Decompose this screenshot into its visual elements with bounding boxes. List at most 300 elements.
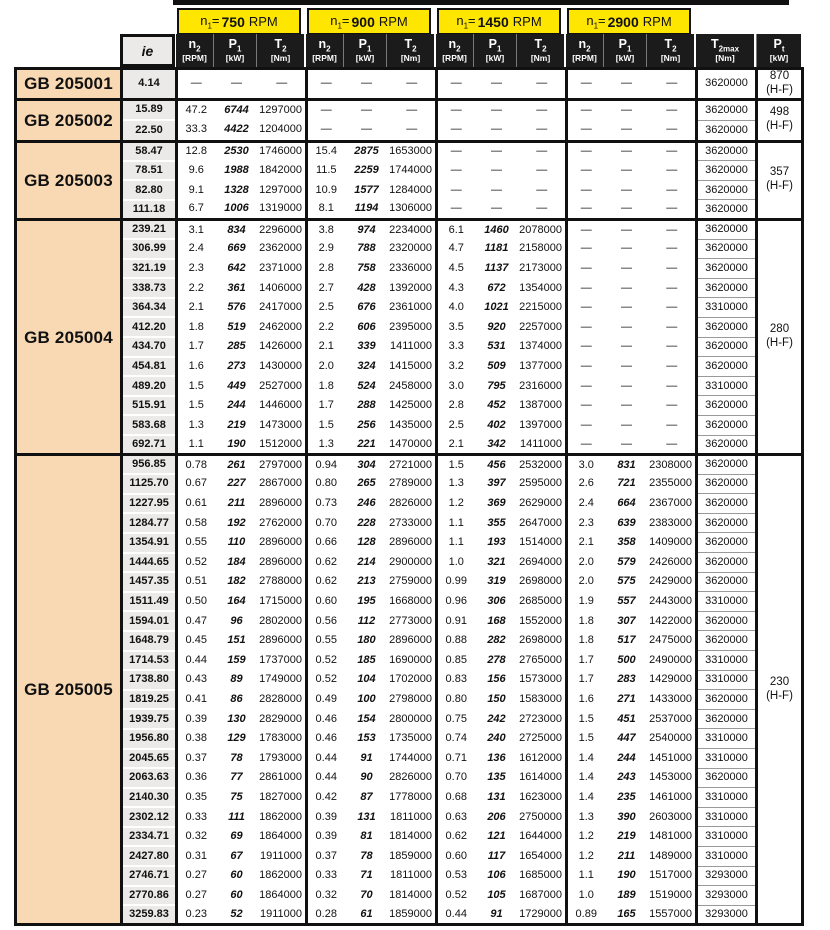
p1-value: 110 — [227, 536, 246, 549]
p1-value: 428 — [357, 281, 376, 294]
n2-value: 2.5 — [448, 418, 464, 431]
ie-value: 3259.83 — [122, 905, 177, 925]
t2max-value: 3620000 — [697, 180, 757, 200]
pt-rating-line: (H-F) — [766, 180, 793, 193]
n2-value: 3.0 — [567, 455, 605, 475]
p1-value: — — [231, 77, 242, 90]
p1-value: 184 — [227, 555, 246, 568]
ie-value: 956.85 — [122, 455, 177, 475]
pt-rating-line: (H-F) — [766, 120, 793, 133]
p1-value: 112 — [357, 614, 376, 627]
pt-rating-line: 280 — [769, 323, 790, 336]
t2-value: — — [519, 120, 567, 141]
t2max-value: 3620000 — [697, 259, 757, 279]
t2-value: 1702000 — [389, 670, 437, 690]
p1-value: 89 — [230, 673, 243, 686]
t2-value: 1746000 — [259, 141, 307, 161]
n2-value: 0.85 — [445, 653, 467, 666]
t2-value: 1409000 — [649, 533, 697, 553]
t2-value: 2798000 — [389, 690, 437, 710]
t2-value: 2759000 — [389, 572, 437, 592]
t2-value: 1297000 — [259, 180, 307, 200]
n2-value: 0.55 — [185, 536, 207, 549]
t2-value: 1749000 — [259, 670, 307, 690]
t2-value: 1715000 — [259, 592, 307, 612]
p1-value: 86 — [230, 693, 243, 706]
t2-value: — — [649, 278, 697, 298]
t2-value: 2828000 — [259, 690, 307, 710]
t2-value: 2896000 — [259, 553, 307, 573]
p1-value: 71 — [360, 869, 373, 882]
t2-value: 1687000 — [519, 886, 567, 906]
p1-value: 128 — [357, 536, 376, 549]
p1-value: 91 — [360, 751, 373, 764]
p1-value: 104 — [357, 673, 376, 686]
n2-value: — — [580, 301, 592, 314]
p1-value: 75 — [230, 790, 243, 803]
t2-value: — — [649, 298, 697, 318]
n2-value: 0.74 — [445, 732, 467, 745]
t2max-value: 3620000 — [697, 572, 757, 592]
t2-value: — — [649, 435, 697, 455]
p1-value: 788 — [357, 242, 376, 255]
ie-value: 1444.65 — [122, 553, 177, 573]
t2max-value: 3620000 — [697, 494, 757, 514]
t2-value: — — [519, 69, 567, 100]
p1-value: 278 — [487, 653, 506, 666]
sub-header-group-750 — [176, 34, 304, 67]
n2-value: — — [567, 219, 605, 239]
p1-value: — — [621, 418, 632, 431]
p1-value: 557 — [617, 595, 636, 608]
t2-value: 1862000 — [259, 807, 307, 827]
t2max-value: 3620000 — [697, 768, 757, 788]
n2-value: 0.71 — [445, 751, 467, 764]
p1-value: 397 — [487, 477, 506, 490]
n2-value: 6.1 — [437, 219, 475, 239]
t2-value: 2367000 — [649, 494, 697, 514]
ie-value: 22.50 — [122, 120, 177, 141]
t2-value: 2540000 — [649, 729, 697, 749]
n2-value: 0.62 — [315, 555, 337, 568]
top-border-bar — [173, 0, 789, 5]
t2-value: 2527000 — [259, 376, 307, 396]
t2-value: 1415000 — [389, 357, 437, 377]
n2-value: — — [307, 99, 345, 120]
t2-value: 2685000 — [519, 592, 567, 612]
p1-value: 4422 — [224, 123, 249, 136]
p1-value: 1006 — [224, 202, 249, 215]
t2-value: 1451000 — [649, 749, 697, 769]
p1-header: $P_1$ [kW] — [473, 34, 516, 67]
n2-value: — — [580, 340, 592, 353]
p1-value: 265 — [357, 477, 376, 490]
n2-value: 1.3 — [188, 418, 204, 431]
n2-value: 2.0 — [578, 575, 594, 588]
table-row — [16, 357, 803, 377]
table-row — [16, 846, 803, 866]
t2-value: 2532000 — [519, 455, 567, 475]
p1-value: 321 — [487, 555, 506, 568]
t2-value: — — [649, 376, 697, 396]
p1-value: 456 — [475, 455, 519, 475]
pt-rating — [757, 455, 803, 925]
t2-value: 1406000 — [259, 278, 307, 298]
p1-value: — — [621, 163, 632, 176]
n2-header: $n_2$ [RPM] — [436, 34, 473, 67]
n2-value: — — [450, 163, 462, 176]
ie-value: 2140.30 — [122, 788, 177, 808]
pt-column-header: $P_t$ [kW] — [756, 34, 801, 67]
p1-value: 106 — [487, 869, 506, 882]
n2-value: — — [450, 202, 462, 215]
p1-value: — — [491, 202, 502, 215]
n2-value: 0.41 — [185, 693, 207, 706]
n2-value: — — [320, 123, 332, 136]
n2-value: 4.3 — [448, 281, 464, 294]
t2-value: 1430000 — [259, 357, 307, 377]
t2-value: — — [649, 317, 697, 337]
n2-value: 1.8 — [188, 320, 204, 333]
n2-value: — — [580, 399, 592, 412]
t2-value: 1435000 — [389, 415, 437, 435]
t2-value: 2443000 — [649, 592, 697, 612]
t2-value: 1811000 — [389, 807, 437, 827]
pt-rating — [757, 219, 803, 454]
p1-value: 669 — [227, 242, 246, 255]
table-row — [16, 494, 803, 514]
n2-value: 0.60 — [315, 595, 337, 608]
n2-value: 1.7 — [578, 653, 594, 666]
t2-value: 2296000 — [259, 219, 307, 239]
group-label: GB 205001 — [16, 69, 122, 100]
n2-value: 0.39 — [185, 712, 207, 725]
t2-value: 1744000 — [389, 749, 437, 769]
n2-value: 2.8 — [318, 261, 334, 274]
table-row — [16, 592, 803, 612]
n2-value: 0.44 — [315, 771, 337, 784]
p1-value: 168 — [487, 614, 506, 627]
p1-value: 246 — [357, 497, 376, 510]
p1-value: 2875 — [345, 141, 389, 161]
p1-value: 339 — [357, 340, 376, 353]
t2-value: — — [649, 239, 697, 259]
p1-value: 121 — [487, 830, 506, 843]
t2-value: 2234000 — [389, 219, 437, 239]
ie-value: 1227.95 — [122, 494, 177, 514]
t2-header: $T_2$ [Nm] — [386, 34, 434, 67]
t2-value: 2896000 — [389, 533, 437, 553]
t2-value: 1612000 — [519, 749, 567, 769]
t2max-value: 3620000 — [697, 415, 757, 435]
p1-value: — — [621, 123, 632, 136]
t2-value: — — [649, 141, 697, 161]
n2-value: 2.5 — [318, 301, 334, 314]
t2-value: 2475000 — [649, 631, 697, 651]
t2-value: 1911000 — [259, 905, 307, 925]
ie-value: 489.20 — [122, 376, 177, 396]
p1-value: 451 — [617, 712, 636, 725]
n2-value: 2.9 — [318, 242, 334, 255]
p1-value: — — [621, 320, 632, 333]
t2-value: 2316000 — [519, 376, 567, 396]
p1-value: — — [621, 242, 632, 255]
t2-value: 2417000 — [259, 298, 307, 318]
n2-value: 0.80 — [315, 477, 337, 490]
t2-value: — — [649, 396, 697, 416]
n2-value: 0.89 — [575, 907, 597, 920]
t2-value: 2788000 — [259, 572, 307, 592]
n2-value: 0.32 — [185, 830, 207, 843]
t2-value: 2900000 — [389, 553, 437, 573]
spec-table-body — [16, 69, 803, 925]
n2-value: — — [190, 77, 202, 90]
ie-value: 1457.35 — [122, 572, 177, 592]
p1-value: 78 — [360, 849, 373, 862]
t2-value: 2383000 — [649, 513, 697, 533]
t2-value: 1481000 — [649, 827, 697, 847]
n2-value: 0.80 — [445, 693, 467, 706]
p1-value: 273 — [227, 359, 246, 372]
p1-value: 60 — [230, 888, 243, 901]
n2-value: — — [580, 163, 592, 176]
n2-value: 1.1 — [448, 536, 464, 549]
t2-value: 1552000 — [519, 611, 567, 631]
t2-value: 2829000 — [259, 709, 307, 729]
t2max-value: 3620000 — [697, 611, 757, 631]
n2-value: 0.42 — [315, 790, 337, 803]
t2max-value: 3310000 — [697, 376, 757, 396]
t2max-value: 3620000 — [697, 120, 757, 141]
t2-value: 2537000 — [649, 709, 697, 729]
p1-value: 1181 — [484, 242, 509, 255]
table-row — [16, 807, 803, 827]
table-row — [16, 219, 803, 239]
n2-value: 0.56 — [315, 614, 337, 627]
t2-value: 1690000 — [389, 651, 437, 671]
t2-value: — — [649, 180, 697, 200]
n2-value: 0.43 — [185, 673, 207, 686]
ie-value: 1738.80 — [122, 670, 177, 690]
ie-value: 306.99 — [122, 239, 177, 259]
n2-value: 1.8 — [578, 614, 594, 627]
t2-value: 1297000 — [259, 99, 307, 120]
t2-value: 2896000 — [259, 631, 307, 651]
t2-value: 1489000 — [649, 846, 697, 866]
p1-value: 182 — [227, 575, 246, 588]
n2-value: 0.88 — [445, 634, 467, 647]
p1-value: — — [621, 301, 632, 314]
t2-value: 2426000 — [649, 553, 697, 573]
t2-value: 1862000 — [259, 866, 307, 886]
ie-value: 1956.80 — [122, 729, 177, 749]
p1-value: 361 — [227, 281, 246, 294]
t2-value: 2490000 — [649, 651, 697, 671]
t2max-value: 3620000 — [697, 533, 757, 553]
n2-value: 9.6 — [188, 163, 204, 176]
t2-value: 1461000 — [649, 788, 697, 808]
t2max-value: 3620000 — [697, 396, 757, 416]
pt-rating-line: 498 — [769, 106, 790, 119]
p1-value: 87 — [360, 790, 373, 803]
p1-value: 639 — [617, 516, 636, 529]
t2-header: $T_2$ [Nm] — [646, 34, 694, 67]
n2-value: 4.7 — [448, 242, 464, 255]
n2-value: 0.37 — [185, 751, 207, 764]
p1-value: 256 — [357, 418, 376, 431]
n2-value: 1.6 — [578, 693, 594, 706]
ie-value: 2045.65 — [122, 749, 177, 769]
p1-value: 402 — [487, 418, 506, 431]
p1-value: 190 — [617, 869, 636, 882]
t2-value: 2896000 — [259, 494, 307, 514]
p1-value: 67 — [230, 849, 243, 862]
t2-value: 1453000 — [649, 768, 697, 788]
n2-value: 1.8 — [578, 634, 594, 647]
t2-value: 1319000 — [259, 200, 307, 220]
n2-value: 1.5 — [188, 399, 204, 412]
t2max-value: 3620000 — [697, 141, 757, 161]
p1-value: 1460 — [475, 219, 519, 239]
n2-value: — — [580, 320, 592, 333]
pt-rating-line: (H-F) — [766, 337, 793, 350]
t2-value: — — [519, 200, 567, 220]
t2-value: 1842000 — [259, 161, 307, 181]
n2-value: 1.5 — [578, 732, 594, 745]
n2-value: — — [580, 418, 592, 431]
n2-value: 2.3 — [188, 261, 204, 274]
n2-value: — — [567, 99, 605, 120]
t2-value: 1512000 — [259, 435, 307, 455]
p1-value: — — [621, 437, 632, 450]
t2-value: 1814000 — [389, 886, 437, 906]
ie-value: 239.21 — [122, 219, 177, 239]
t2max-value: 3620000 — [697, 317, 757, 337]
n2-value: 1.5 — [318, 418, 334, 431]
p1-value: 831 — [605, 455, 649, 475]
t2-value: — — [649, 120, 697, 141]
n2-value: 6.7 — [188, 202, 204, 215]
t2-value: 1614000 — [519, 768, 567, 788]
p1-value: — — [605, 99, 649, 120]
p1-value: 244 — [227, 399, 246, 412]
t2-value: 2762000 — [259, 513, 307, 533]
t2-value: 1354000 — [519, 278, 567, 298]
p1-value: 1577 — [354, 183, 379, 196]
table-row — [16, 99, 803, 120]
table-row — [16, 729, 803, 749]
p1-value: 390 — [617, 810, 636, 823]
p1-header: $P_1$ [kW] — [343, 34, 386, 67]
t2-value: — — [389, 120, 437, 141]
n2-value: 0.99 — [445, 575, 467, 588]
n2-value: 0.52 — [315, 673, 337, 686]
n2-value: 0.27 — [185, 888, 207, 901]
n2-value: 3.2 — [448, 359, 464, 372]
t2max-value: 3620000 — [697, 709, 757, 729]
p1-value: 96 — [230, 614, 243, 627]
p1-value: 369 — [487, 497, 506, 510]
t2-value: 1811000 — [389, 866, 437, 886]
n2-value: 9.1 — [188, 183, 204, 196]
n2-value: 1.1 — [448, 516, 464, 529]
t2max-value: 3620000 — [697, 435, 757, 455]
p1-value: 153 — [357, 732, 376, 745]
t2-value: — — [649, 259, 697, 279]
ie-value: 2746.71 — [122, 866, 177, 886]
ie-header-label: ie — [141, 42, 154, 59]
p1-value: 180 — [357, 634, 376, 647]
p1-value: 509 — [487, 359, 506, 372]
t2max-value: 3620000 — [697, 219, 757, 239]
n2-value: 15.4 — [307, 141, 345, 161]
group-label: GB 205004 — [16, 219, 122, 454]
p1-value: 136 — [487, 751, 506, 764]
t2-value: 2173000 — [519, 259, 567, 279]
t2-value: 1654000 — [519, 846, 567, 866]
n2-value: 0.39 — [315, 830, 337, 843]
t2-value: 1778000 — [389, 788, 437, 808]
t2-value: 1583000 — [519, 690, 567, 710]
n2-value: 0.46 — [315, 732, 337, 745]
ie-value: 58.47 — [122, 141, 177, 161]
p1-value: 240 — [487, 732, 506, 745]
t2-value: 1644000 — [519, 827, 567, 847]
p1-value: — — [475, 141, 519, 161]
p1-value: 642 — [227, 261, 246, 274]
n2-value: — — [580, 183, 592, 196]
p1-value: 211 — [227, 497, 246, 510]
t2-value: 2595000 — [519, 474, 567, 494]
t2-value: — — [519, 141, 567, 161]
p1-value: 159 — [227, 653, 246, 666]
n2-value: 2.0 — [578, 555, 594, 568]
t2-value: — — [389, 69, 437, 100]
n2-value: 0.44 — [445, 907, 467, 920]
t2-value: 1783000 — [259, 729, 307, 749]
n2-header: $n_2$ [RPM] — [176, 34, 213, 67]
p1-value: 355 — [487, 516, 506, 529]
t2-value: 2458000 — [389, 376, 437, 396]
n2-value: 0.61 — [185, 497, 207, 510]
p1-value: — — [605, 219, 649, 239]
t2-value: 1668000 — [389, 592, 437, 612]
t2-value: — — [649, 99, 697, 120]
t2max-value: 3620000 — [697, 99, 757, 120]
p1-value: 672 — [487, 281, 506, 294]
p1-value: — — [361, 123, 372, 136]
n2-value: 2.2 — [318, 320, 334, 333]
table-row — [16, 886, 803, 906]
t2-value: 1729000 — [519, 905, 567, 925]
n2-value: 1.6 — [188, 359, 204, 372]
t2max-value: 3310000 — [697, 846, 757, 866]
t2-value: — — [519, 161, 567, 181]
n2-value: 1.0 — [448, 555, 464, 568]
n2-value: — — [580, 359, 592, 372]
t2-value: 1864000 — [259, 886, 307, 906]
table-row — [16, 415, 803, 435]
n2-value: 0.68 — [445, 790, 467, 803]
table-row — [16, 435, 803, 455]
pt-rating-line: 230 — [769, 675, 790, 688]
p1-value: — — [621, 379, 632, 392]
n2-value: 0.31 — [185, 849, 207, 862]
p1-value: 579 — [617, 555, 636, 568]
group-label: GB 205002 — [16, 99, 122, 141]
ie-value: 434.70 — [122, 337, 177, 357]
table-row — [16, 827, 803, 847]
